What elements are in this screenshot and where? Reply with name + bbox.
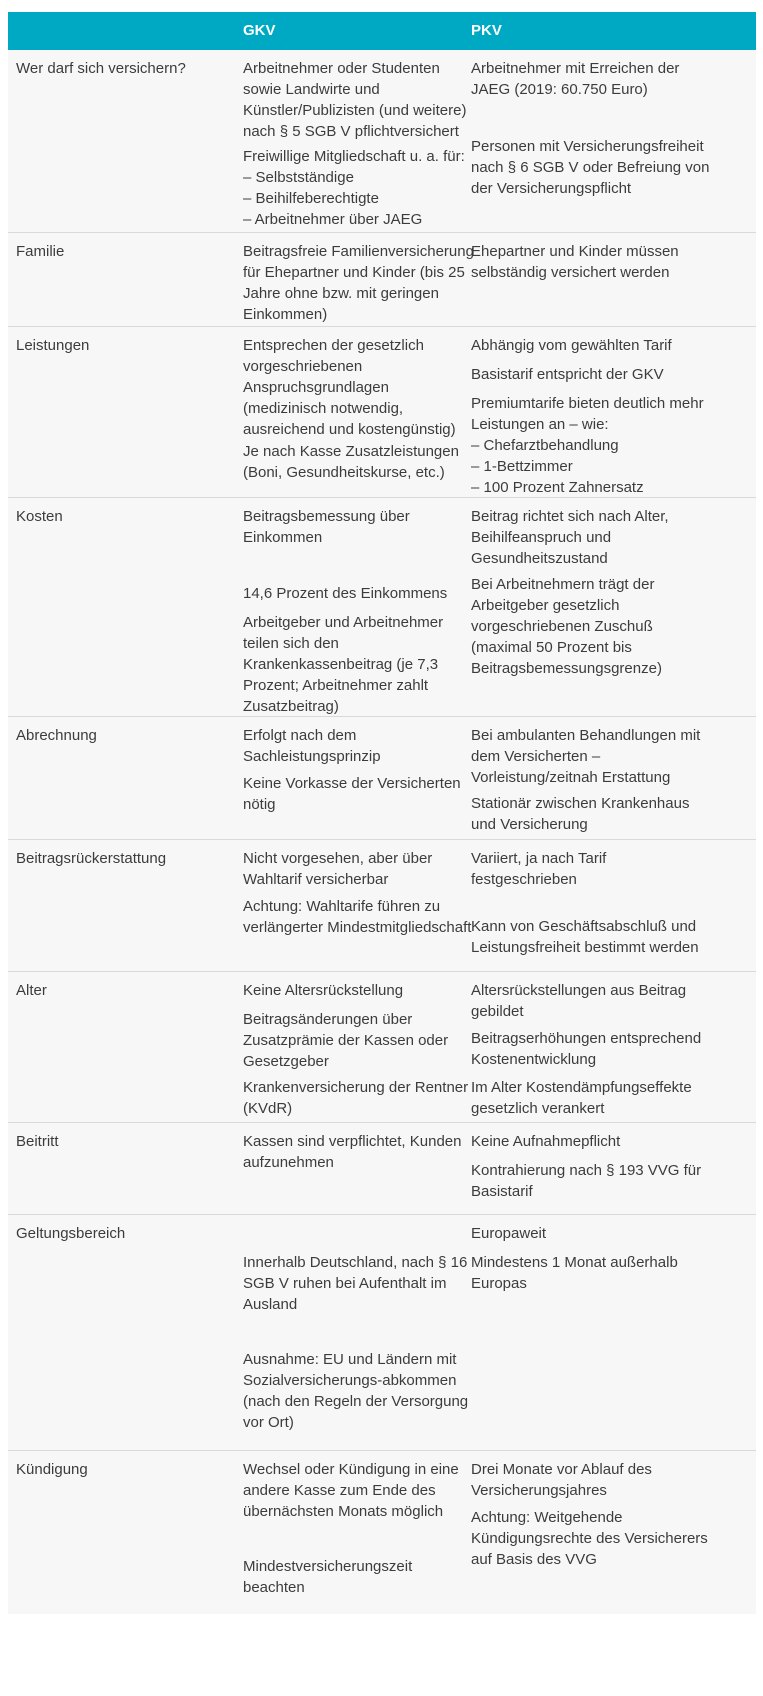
table-header	[8, 12, 756, 50]
row-label: Kündigung	[16, 1461, 88, 1478]
cell-paragraph: Personen mit Versicherungsfreiheit nach § 6 SGB V oder Befreiung von der Versicherungspflicht	[471, 138, 710, 197]
cell-paragraph: Mindestens 1 Monat außerhalb Europas	[471, 1254, 678, 1292]
row-label: Familie	[16, 243, 65, 260]
cell-paragraph: Keine Vorkasse der Versicherten nötig	[243, 775, 461, 813]
table-row-alter	[8, 972, 756, 1123]
cell-paragraph: Premiumtarife bieten deutlich mehr Leistungen an – wie: – Chefarztbehandlung – 1-Bettzimmer – 100 Prozent Zahnersatz	[471, 395, 704, 496]
cell-paragraph: Drei Monate vor Ablauf des Versicherungsjahres	[471, 1461, 652, 1499]
table-row-leistungen	[8, 327, 756, 498]
table-row-kuendigung	[8, 1451, 756, 1614]
row-label: Kosten	[16, 508, 63, 525]
cell-paragraph: Achtung: Weitgehende Kündigungsrechte des Versicherers auf Basis des VVG	[471, 1509, 708, 1568]
header-pkv: PKV	[471, 22, 502, 39]
cell-paragraph: Beitragsfreie Familienversicherung für Ehepartner und Kinder (bis 25 Jahre ohne bzw. mit geringen Einkommen)	[243, 243, 474, 323]
row-label: Beitragsrückerstattung	[16, 850, 167, 867]
cell-paragraph: 14,6 Prozent des Einkommens	[243, 585, 448, 602]
row-label: Geltungsbereich	[16, 1225, 126, 1242]
cell-paragraph: Entsprechen der gesetzlich vorgeschriebenen Anspruchsgrundlagen (medizinisch notwendig, ausreichend und kostengünstig)	[243, 337, 456, 438]
table-row-wer-darf	[8, 50, 756, 233]
table-row-beitragsrueckerstattung	[8, 840, 756, 972]
cell-paragraph: Im Alter Kostendämpfungseffekte gesetzlich verankert	[471, 1079, 692, 1117]
cell-paragraph: Bei ambulanten Behandlungen mit dem Versicherten – Vorleistung/zeitnah Erstattung	[471, 727, 701, 786]
cell-paragraph: Ehepartner und Kinder müssen selbständig versichert werden	[471, 243, 679, 281]
table-row-geltungsbereich	[8, 1215, 756, 1451]
table-row-abrechnung	[8, 717, 756, 840]
header-gkv: GKV	[243, 22, 276, 39]
cell-paragraph: Altersrückstellungen aus Beitrag gebildet	[471, 982, 687, 1020]
cell-paragraph: Keine Aufnahmepflicht	[471, 1133, 621, 1150]
row-label: Beitritt	[16, 1133, 59, 1150]
cell-paragraph: Freiwillige Mitgliedschaft u. a. für: – Selbstständige – Beihilfeberechtigte – Arbeitnehmer über JAEG	[243, 148, 465, 228]
cell-paragraph: Wechsel oder Kündigung in eine andere Kasse zum Ende des übernächsten Monats möglich	[243, 1461, 459, 1520]
cell-paragraph: Krankenversicherung der Rentner (KVdR)	[243, 1079, 469, 1117]
cell-paragraph: Variiert, ja nach Tarif festgeschrieben	[471, 850, 607, 888]
cell-paragraph: Nicht vorgesehen, aber über Wahltarif versicherbar	[243, 850, 433, 888]
cell-paragraph: Keine Altersrückstellung	[243, 982, 404, 999]
cell-paragraph: Erfolgt nach dem Sachleistungsprinzip	[243, 727, 381, 765]
row-label: Alter	[16, 982, 47, 999]
cell-paragraph: Beitragserhöhungen entsprechend Kostenentwicklung	[471, 1030, 702, 1068]
row-label: Leistungen	[16, 337, 90, 354]
table-row-familie	[8, 233, 756, 327]
cell-paragraph: Kontrahierung nach § 193 VVG für Basistarif	[471, 1162, 702, 1200]
comparison-table	[8, 12, 756, 1614]
cell-paragraph: Arbeitnehmer oder Studenten sowie Landwirte und Künstler/Publizisten (und weitere) nach § 5 SGB V pflichtversichert	[243, 60, 467, 140]
cell-paragraph: Beitragsänderungen über Zusatzprämie der Kassen oder Gesetzgeber	[243, 1011, 449, 1070]
cell-paragraph: Achtung: Wahltarife führen zu verlängerter Mindestmitgliedschaft	[243, 898, 472, 936]
cell-paragraph: Arbeitgeber und Arbeitnehmer teilen sich den Krankenkassenbeitrag (je 7,3 Prozent; Arbeitnehmer zahlt Zusatzbeitrag)	[243, 614, 444, 715]
cell-paragraph: Kassen sind verpflichtet, Kunden aufzunehmen	[243, 1133, 462, 1171]
cell-paragraph: Ausnahme: EU und Ländern mit Sozialversicherungs-abkommen (nach den Regeln der Versorgung vor Ort)	[243, 1351, 469, 1431]
cell-paragraph: Bei Arbeitnehmern trägt der Arbeitgeber gesetzlich vorgeschriebenen Zuschuß (maximal 50 Prozent bis Beitragsbemessungsgrenze)	[471, 576, 662, 677]
cell-paragraph: Je nach Kasse Zusatzleistungen (Boni, Gesundheitskurse, etc.)	[243, 443, 459, 481]
cell-paragraph: Abhängig vom gewählten Tarif	[471, 337, 672, 354]
cell-paragraph: Mindestversicherungszeit beachten	[243, 1558, 413, 1596]
table-row-beitritt	[8, 1123, 756, 1215]
cell-paragraph: Beitragsbemessung über Einkommen	[243, 508, 410, 546]
cell-paragraph: Basistarif entspricht der GKV	[471, 366, 664, 383]
cell-paragraph: Kann von Geschäftsabschluß und Leistungsfreiheit bestimmt werden	[471, 918, 699, 956]
cell-paragraph: Stationär zwischen Krankenhaus und Versicherung	[471, 795, 690, 833]
cell-paragraph: Innerhalb Deutschland, nach § 16 SGB V ruhen bei Aufenthalt im Ausland	[243, 1254, 468, 1313]
cell-paragraph: Europaweit	[471, 1225, 547, 1242]
cell-paragraph: Arbeitnehmer mit Erreichen der JAEG (2019: 60.750 Euro)	[471, 60, 680, 98]
table-row-kosten	[8, 498, 756, 717]
row-label: Abrechnung	[16, 727, 97, 744]
row-label: Wer darf sich versichern?	[16, 60, 186, 77]
cell-paragraph: Beitrag richtet sich nach Alter, Beihilfeanspruch und Gesundheitszustand	[471, 508, 669, 567]
